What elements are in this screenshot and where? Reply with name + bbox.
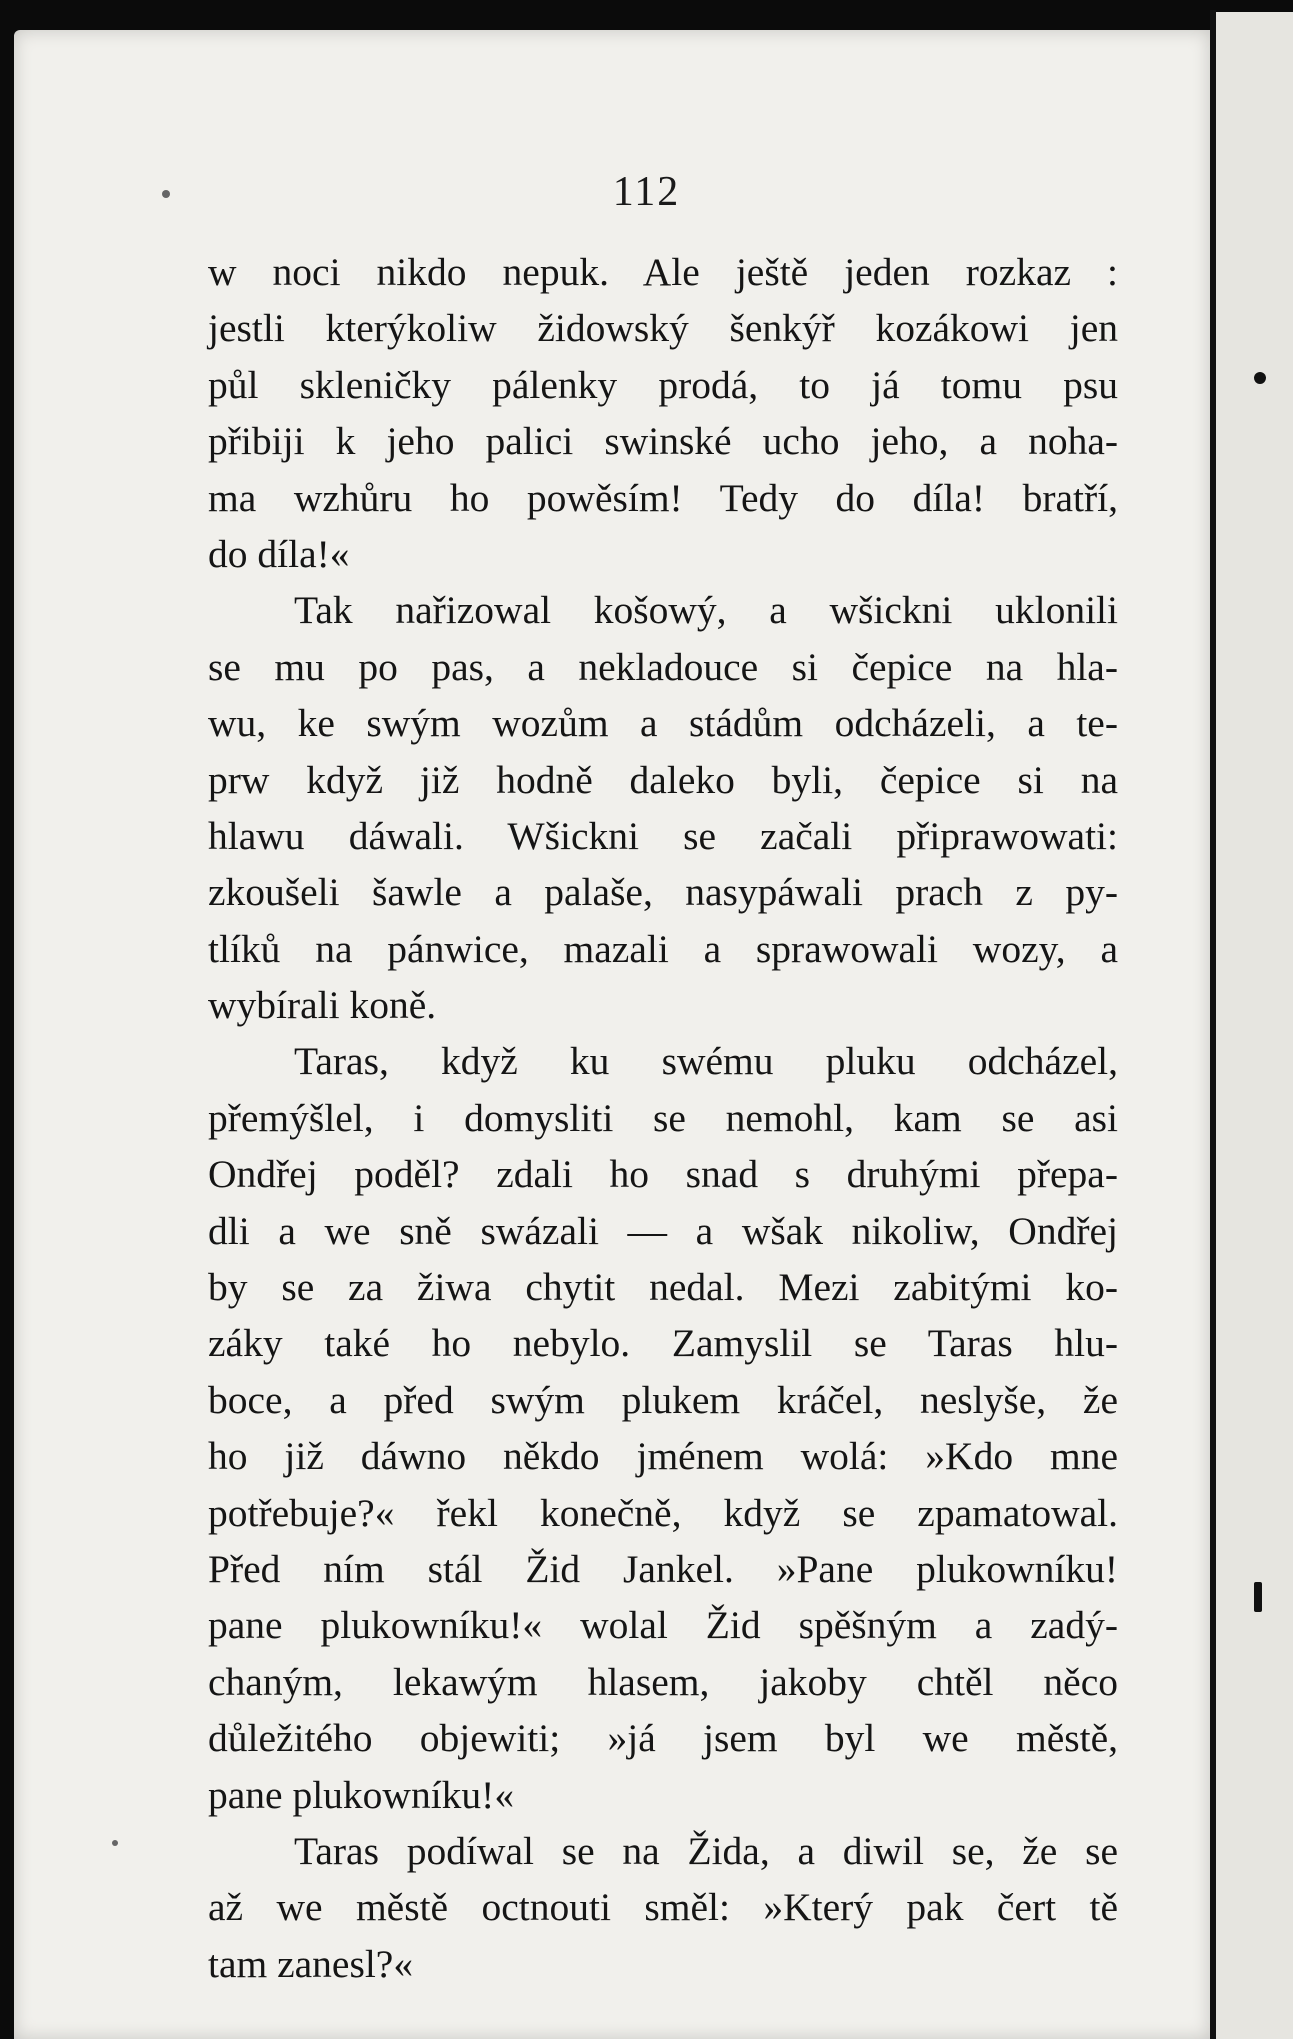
- text-line: důležitého objewiti; »já jsem byl we městě,: [208, 1716, 1118, 1761]
- text-line: by se za žiwa chytit nedal. Mezi zabitými ko-: [208, 1265, 1118, 1310]
- text-line: jestli kterýkoliw židowský šenkýř kozákowi jen: [208, 306, 1118, 351]
- text-line: potřebuje?« řekl konečně, když se zpamatowal.: [208, 1490, 1118, 1535]
- text-line: hlawu dáwali. Wšickni se začali připrawowati:: [208, 813, 1118, 858]
- text-line: Taras podíwal se na Žida, a diwil se, že se: [294, 1828, 1118, 1873]
- text-line: boce, a před swým plukem kráčel, neslyše, že: [208, 1377, 1118, 1422]
- text-line: ho již dáwno někdo jménem wolá: »Kdo mne: [208, 1434, 1118, 1479]
- text-line: dli a we sně swázali — a wšak nikoliw, Ondřej: [208, 1208, 1118, 1253]
- text-line: zkoušeli šawle a palaše, nasypáwali prach z py-: [208, 870, 1118, 915]
- text-line: ma wzhůru ho powěsím! Tedy do díla! bratří,: [208, 475, 1118, 520]
- facing-page-edge: [1216, 12, 1293, 2039]
- text-line: wybírali koně.: [208, 983, 437, 1028]
- text-line: w noci nikdo nepuk. Ale ještě jeden rozkaz :: [208, 250, 1118, 294]
- text-line: Taras, když ku swému pluku odcházel,: [294, 1039, 1118, 1084]
- text-line: pane plukowníku!« wolal Žid spěšným a zadý-: [208, 1603, 1118, 1648]
- text-line: pane plukowníku!«: [208, 1772, 515, 1817]
- facing-page-mark: [1254, 1582, 1262, 1612]
- text-line: přemýšlel, i domysliti se nemohl, kam se asi: [208, 1095, 1118, 1140]
- text-line: záky také ho nebylo. Zamyslil se Taras hlu-: [208, 1321, 1118, 1366]
- text-line: Ondřej poděl? zdali ho snad s druhými přepa-: [208, 1152, 1118, 1197]
- text-line: Před ním stál Žid Jankel. »Pane plukowníku!: [208, 1546, 1118, 1591]
- text-line: chaným, lekawým hlasem, jakoby chtěl něco: [208, 1659, 1118, 1704]
- text-line: půl skleničky pálenky prodá, to já tomu psu: [208, 362, 1118, 407]
- text-line: se mu po pas, a nekladouce si čepice na hla-: [208, 644, 1118, 689]
- text-line: do díla!«: [208, 531, 350, 576]
- text-line: až we městě octnouti směl: »Který pak čert tě: [208, 1885, 1118, 1930]
- text-line: tlíků na pánwice, mazali a sprawowali wozy, a: [208, 926, 1118, 971]
- facing-page-mark: [1254, 372, 1266, 384]
- text-line: wu, ke swým wozům a stádům odcházeli, a te-: [208, 701, 1118, 746]
- text-line: přibiji k jeho palici swinské ucho jeho, a noha-: [208, 419, 1118, 464]
- paper-speck: [112, 1840, 118, 1846]
- page-number: 112: [612, 169, 681, 215]
- body-text: [208, 244, 1118, 1992]
- text-line: prw když již hodně daleko byli, čepice si na: [208, 757, 1118, 802]
- text-line: tam zanesl?«: [208, 1941, 414, 1986]
- text-line: Tak nařizowal košowý, a wšickni uklonili: [294, 588, 1118, 633]
